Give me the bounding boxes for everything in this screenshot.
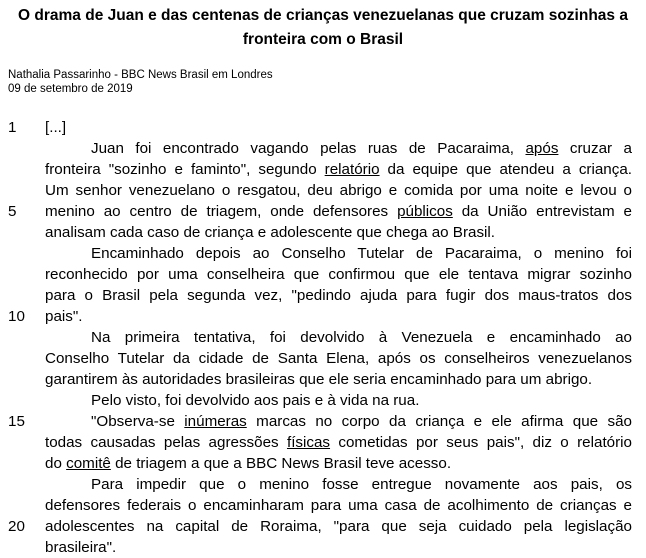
text-line: defensores federais o encaminharam para uma casa de acolhimento de crianças e: [45, 497, 632, 514]
text-line: [45, 201, 632, 222]
text-line: para o Brasil pela segunda vez, "pedindo ajuda para fugir dos maus-tratos dos: [45, 287, 632, 304]
text-line: garantirem às autoridades brasileiras que ele seria encaminhado para um abrigo.: [45, 371, 593, 388]
text-span: "Observa-se: [91, 413, 185, 430]
article-title: [0, 4, 646, 52]
text-line: [45, 159, 632, 180]
text-line: Na primeira tentativa, foi devolvido à Venezuela e encaminhado ao: [91, 329, 632, 346]
text-line: Para impedir que o menino fosse entregue novamente aos pais, os: [91, 476, 632, 493]
text-line: Um senhor venezuelano o resgatou, deu abrigo e comida por uma noite e levou o: [45, 182, 632, 199]
article-author: Nathalia Passarinho - BBC News Brasil em Londres: [8, 69, 273, 81]
text-span: cometidas por seus pais", diz o relatório: [330, 434, 632, 451]
line-number-10: 10: [8, 308, 25, 325]
text-span: menino ao centro de triagem, onde defensores: [45, 203, 398, 220]
text-line: Encaminhado depois ao Conselho Tutelar de Pacaraima, o menino foi: [91, 245, 632, 262]
underlined-word: inúmeras: [184, 413, 247, 430]
text-line: reconhecido por uma conselheira que confirmou que ele tentava migrar sozinho: [45, 266, 632, 283]
text-span: do: [45, 455, 67, 472]
text-line: Pelo visto, foi devolvido aos pais e à vida na rua.: [91, 392, 420, 409]
underlined-word: relatório: [324, 161, 380, 178]
line-number-1: 1: [8, 119, 17, 136]
article-body: [45, 117, 632, 558]
text-line: Conselho Tutelar da cidade de Santa Elena, após os conselheiros venezuelanos: [45, 350, 632, 367]
text-span: da União entrevistam e: [452, 203, 632, 220]
underlined-word: públicos: [397, 203, 453, 220]
text-span: Juan foi encontrado vagando pelas ruas de Pacaraima,: [91, 140, 526, 157]
title-line-1: O drama de Juan e das centenas de crianças venezuelanas que cruzam sozinhas a: [18, 7, 628, 24]
text-line: [...]: [45, 119, 67, 136]
text-span: de triagem a que a BBC News Brasil teve acesso.: [110, 455, 452, 472]
underlined-word: comitê: [66, 455, 111, 472]
line-number-5: 5: [8, 203, 17, 220]
text-line: [45, 138, 632, 159]
text-line: brasileira".: [45, 539, 117, 556]
text-line: pais".: [45, 308, 83, 325]
title-line-2: fronteira com o Brasil: [242, 31, 404, 48]
text-line: [45, 411, 632, 432]
text-span: marcas no corpo da criança e ele afirma que são: [246, 413, 632, 430]
text-line: analisam cada caso de criança e adolescente que chega ao Brasil.: [45, 224, 496, 241]
text-line: adolescentes na capital de Roraima, "para que seja cuidado pela legislação: [45, 518, 632, 535]
line-number-20: 20: [8, 518, 25, 535]
text-span: todas causadas pelas agressões: [45, 434, 287, 451]
text-span: da equipe que atendeu a criança.: [379, 161, 633, 178]
text-line: [45, 453, 632, 474]
text-span: cruzar a: [558, 140, 632, 157]
text-span: fronteira "sozinho e faminto", segundo: [45, 161, 325, 178]
underlined-word: após: [525, 140, 559, 157]
underlined-word: físicas: [286, 434, 331, 451]
line-number-15: 15: [8, 413, 25, 430]
article-date: 09 de setembro de 2019: [8, 83, 133, 95]
text-line: [45, 432, 632, 453]
